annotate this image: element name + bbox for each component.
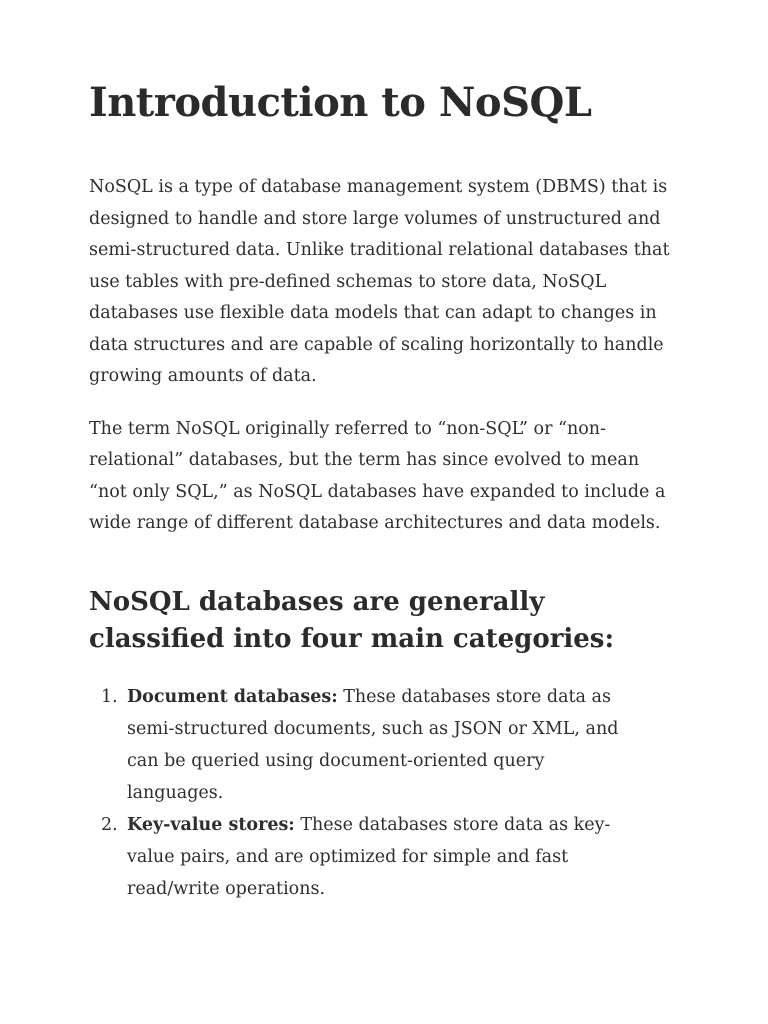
intro-paragraph: NoSQL is a type of database management system (DBMS) that is designed to handle and store large volumes of unstructured and semi-structured data. Unlike traditional relational databases that use tables with pre-defined schemas to store data, NoSQL databases use flexible data models that can adapt to changes in data structures and are capable of scaling horizontally to handle growing amounts of data. xyxy=(89,177,670,386)
term-history-paragraph: The term NoSQL originally referred to “non-SQL” or “non-relational” databases, but the term has since evolved to mean “not only SQL,” as NoSQL databases have expanded to include a wide range of different database architectures and data models. xyxy=(89,418,666,533)
list-item-term: Document databases: xyxy=(127,686,338,707)
list-item-text: These databases store data as key-value pairs, and are optimized for simple and fast read/write operations. xyxy=(127,814,611,899)
list-item-number: 1. xyxy=(101,686,118,707)
list-item-number: 2. xyxy=(101,814,118,835)
list-item-term: Key-value stores: xyxy=(127,814,295,835)
section-heading: NoSQL databases are generally classified into four main categories: xyxy=(89,586,615,654)
list-item xyxy=(101,681,682,809)
list-item xyxy=(101,809,682,905)
list-item-text: These databases store data as semi-structured documents, such as JSON or XML, and can be queried using document-oriented query languages. xyxy=(127,686,619,803)
categories-list xyxy=(89,681,682,905)
page-title: Introduction to NoSQL xyxy=(89,79,592,126)
